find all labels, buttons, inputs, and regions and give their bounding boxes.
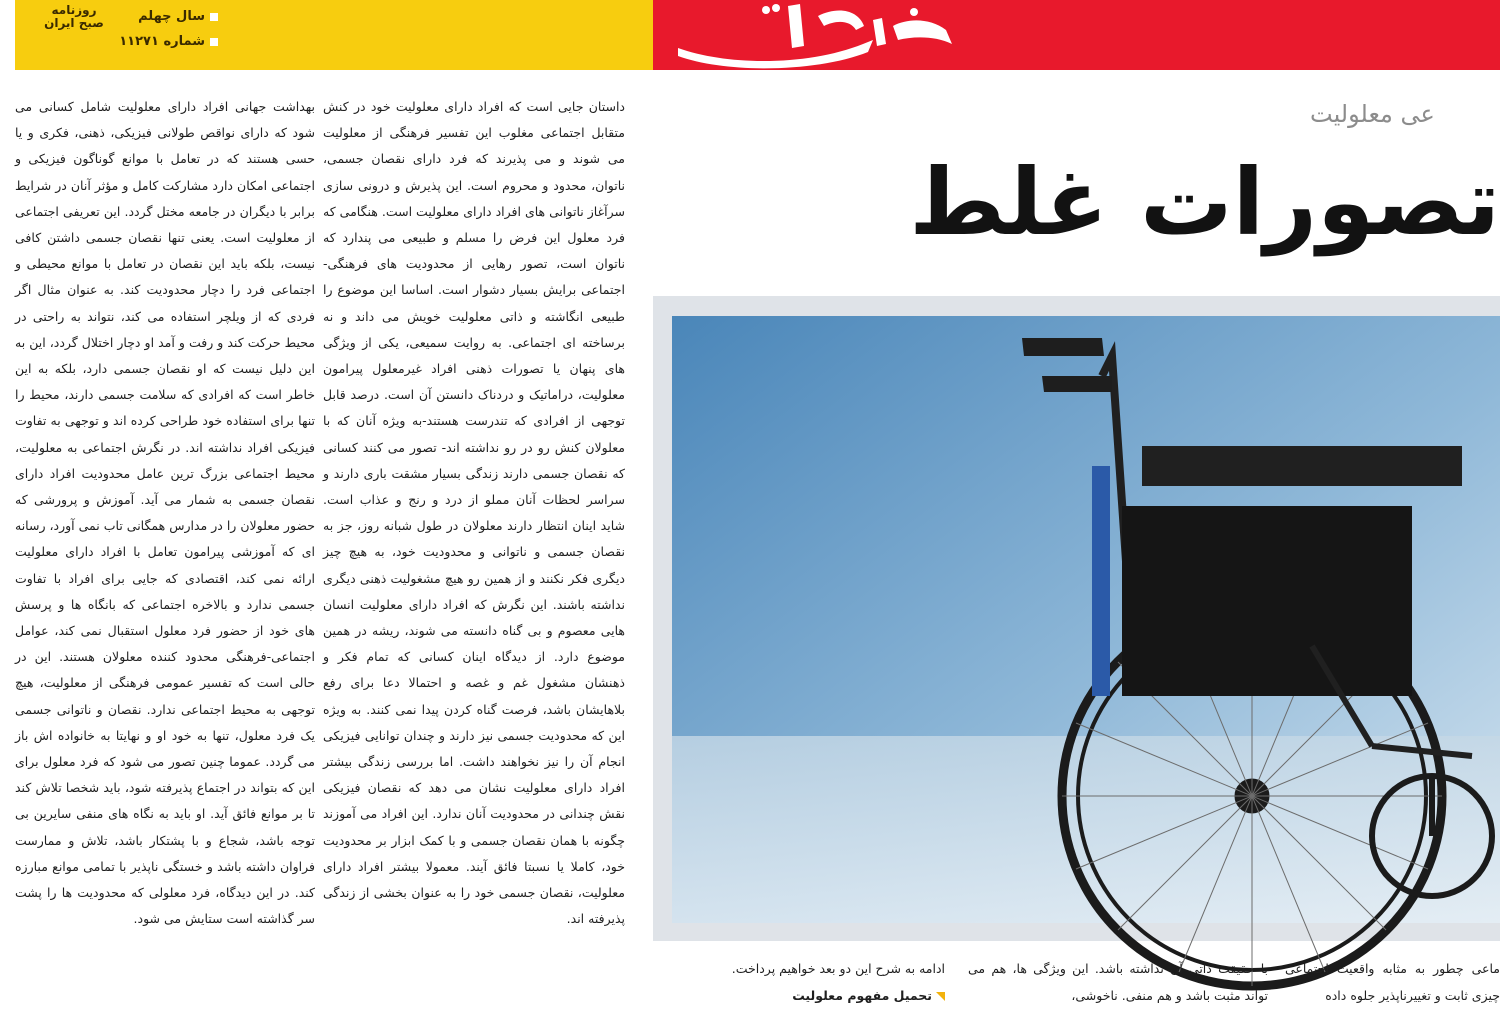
article-kicker: عی معلولیت (1310, 100, 1435, 128)
article-column-left: بهداشت جهانی افراد دارای معلولیت شامل کسانی می شود که دارای نواقص طولانی فیزیکی، ذهنی، فکری و یا حسی هستند که در تعامل با موانع گوناگون فیزیکی و اجتماعی امکان دارد مشارکت کامل و مؤثر آنان در شرایط برابر با دیگران در جامعه مختل گردد. این تعریفی اجتماعی از معلولیت است. یعنی تنها نقصان جسمی داشتن کافی نیست، بلکه باید این نقصان در تعامل با موانع محیطی و اجتماعی فرد را دچار محدودیت کند. به عنوان مثال اگر فردی که از ویلچر استفاده می کند، نتواند به راحتی در محیط حرکت کند و رفت و آمد او دچار اختلال گردد، این به این دلیل نیست که او نقصان جسمی دارد، بلکه به این خاطر است که افرادی که سلامت جسمی دارند، محیط را تنها برای استفاده خود طراحی کرده اند و توجهی به تفاوت فیزیکی افراد نداشته اند. در نگرش اجتماعی به معلولیت، محیط اجتماعی بزرگ ترین عامل محدودیت افراد دارای نقصان جسمی به شمار می آید. آموزش و پرورشی که حضور معلولان را در مدارس همگانی تاب نمی آورد، رسانه ای که آموزشی پیرامون تعامل با افراد دارای معلولیت ارائه نمی کند، اقتصادی که جایی برای افراد با تفاوت جسمی ندارد و بالاخره اجتماعی که بانگاه ها و پرسش های خود از حضور فرد معلول استقبال نمی کند، عوامل اجتماعی-فرهنگی محدود کننده معلولان هستند. این در حالی است که تفسیر عمومی فرهنگی از معلولیت، هیچ توجهی به محیط اجتماعی ندارد. نقصان و ناتوانی جسمی یک فرد معلول، تنها به خود او و نهایتا به خانواده اش باز می گردد. عموما چنین تصور می شود که فرد معلول برای این که بتواند در اجتماع پذیرفته شود، باید شخصا تلاش کند تا بر موانع فائق آید. او باید به نگاه های منفی سایرین بی توجه باشد، شجاع و با پشتکار باشد، تلاش و ممارست فراوان داشته باشد و خستگی ناپذیر با تمامی موانع مبارزه کند. در این دیدگاه، فرد معلولی که محدودیت ها را پشت سر گذاشته است ستایش می شود. (15, 99, 315, 927)
issue-number: شماره ۱۱۲۷۱ (119, 34, 205, 49)
header-yellow-band (15, 0, 653, 70)
article-column-right: داستان جایی است که افراد دارای معلولیت خود در کنش متقابل اجتماعی مغلوب این تفسیر فرهنگی از معلولیت می شوند و می پذیرند که فرد دارای نقصان جسمی، ناتوان، محدود و محروم است. این پذیرش و درونی سازی سرآغاز ناتوانی های افراد دارای معلولیت است. هنگامی که فرد معلول این فرض را مسلم و طبیعی می پندارد که ناتوان است، تصور رهایی از محدودیت های فرهنگی-اجتماعی برایش بسیار دشوار است. اساسا این موضوع را طبیعی انگاشته و ذاتی معلولیت خویش می داند و نه برساخته ای اجتماعی. به روایت سمیعی، یکی از ویژگی های پنهان یا تصورات ذهنی افراد غیرمعلول پیرامون معلولیت، دراماتیک و دردناک دانستن آن است. درصد قابل توجهی از افرادی که تندرست هستند-به ویژه آنان که با معلولان کنش رو در رو نداشته اند- تصور می کنند کسانی که نقصان جسمی دارند زندگی بسیار مشقت باری دارند و سراسر لحظات آنان مملو از درد و رنج و عذاب است. شاید اینان انتظار دارند معلولان در طول شبانه روز، جز به نقصان جسمی و ناتوانی و محدودیت خود، به هیچ چیز دیگری فکر نکنند و از همین رو هیچ مشغولیت ذهنی دیگری نداشته باشند. این نگرش که افراد دارای معلولیت انسان هایی معصوم و بی گناه دانسته می شوند، ریشه در همین موضوع دارد. از دیدگاه اینان کسانی که تمام فکر و ذهنشان مشغول غم و غصه و احتمالا دعا برای رفع بلاهایشان باشد، فرصت گناه کردن پیدا نمی کنند. به ویژه این که محدودیت جسمی نیز دارند و چندان توانایی فیزیکی انجام آن را نیز نخواهند داشت. اما بررسی زندگی بیشتر افراد دارای معلولیت نشان می دهد که نقصان فیزیکی نقش چندانی در محدودیت آنان ندارد. این افراد می آموزند چگونه با همان نقصان جسمی و با کمک ابزار بر محدودیت خود، کاملا یا نسبتا فائق آیند. معمولا بیشتر افراد دارای معلولیت، نقصان جسمی خود را به عنوان بخشی از زندگی پذیرفته اند. (323, 99, 625, 927)
subheading-text: تحمیل مفهوم معلولیت (792, 987, 932, 1003)
article-headline: تصورات غلط (909, 149, 1500, 256)
bottom-column-1: ماعی چطور به مثابه واقعیت اجتماعی چیزی ثابت و تغییرناپذیر جلوه داده (1285, 961, 1500, 1003)
newspaper-logo (668, 0, 968, 70)
bottom-column-2: با حقیقت ذاتی آن نداشته باشد. این ویژگی ها، هم می تواند مثبت باشد و هم منفی. ناخوشی، (968, 961, 1268, 1003)
bullet-square-icon (210, 38, 218, 46)
issue-info (118, 4, 218, 54)
section-subheading (655, 983, 945, 1010)
bottom-column-3 (655, 956, 945, 1013)
bottom-column-3-text: ادامه به شرح این دو بعد خواهیم پرداخت. (731, 961, 945, 976)
wheelchair-photo (672, 316, 1500, 923)
bullet-square-icon (210, 13, 218, 21)
publication-name: روزنامه صبح ایران (44, 3, 104, 30)
triangle-marker-icon (936, 992, 945, 1001)
year-label: سال چهلم (138, 9, 205, 24)
